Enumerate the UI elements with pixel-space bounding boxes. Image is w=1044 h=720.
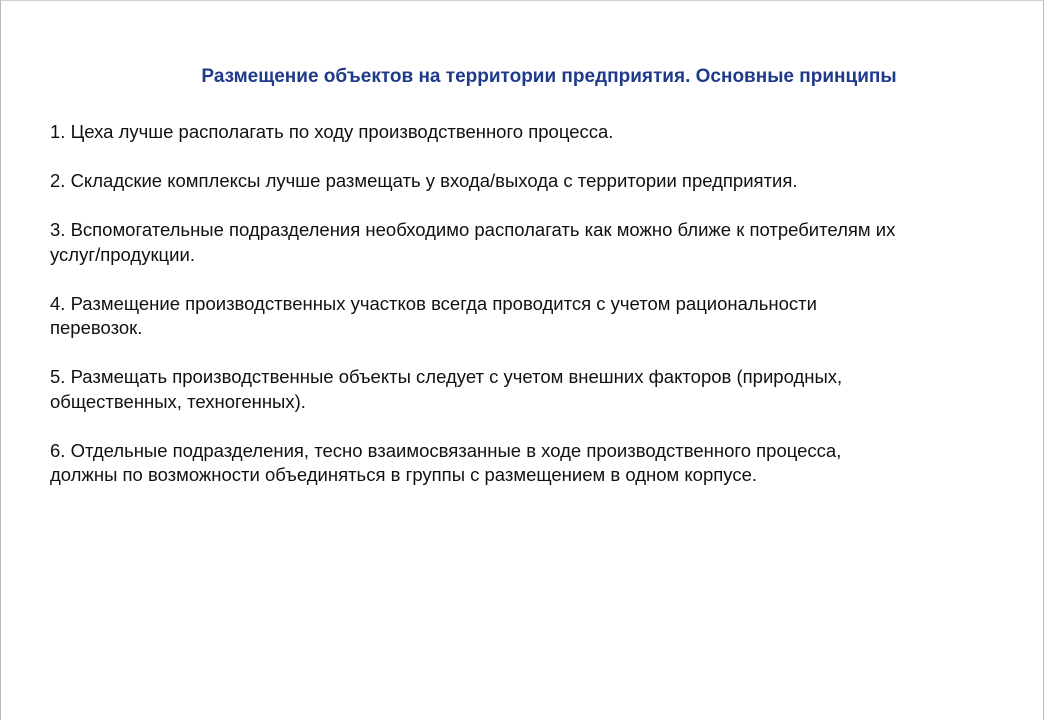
principles-list [50, 120, 1040, 512]
principle-item-1: 1. Цеха лучше располагать по ходу производственного процесса. [50, 121, 614, 142]
principle-item-5: 5. Размещать производственные объекты следует с учетом внешних факторов (природных, общественных, техногенных). [50, 366, 843, 412]
slide-title: Размещение объектов на территории предприятия. Основные принципы [201, 66, 897, 87]
principle-item-6: 6. Отдельные подразделения, тесно взаимосвязанные в ходе производственного процесса, должны по возможности объединяться в группы с размещением в одном корпусе. [50, 439, 842, 485]
principle-item-3: 3. Вспомогательные подразделения необходимо располагать как можно ближе к потребителям их услуг/продукции. [50, 219, 896, 265]
principle-item-4: 4. Размещение производственных участков всегда проводится с учетом рациональности перевозок. [50, 292, 817, 338]
principle-item-2: 2. Складские комплексы лучше размещать у входа/выхода с территории предприятия. [50, 170, 798, 191]
